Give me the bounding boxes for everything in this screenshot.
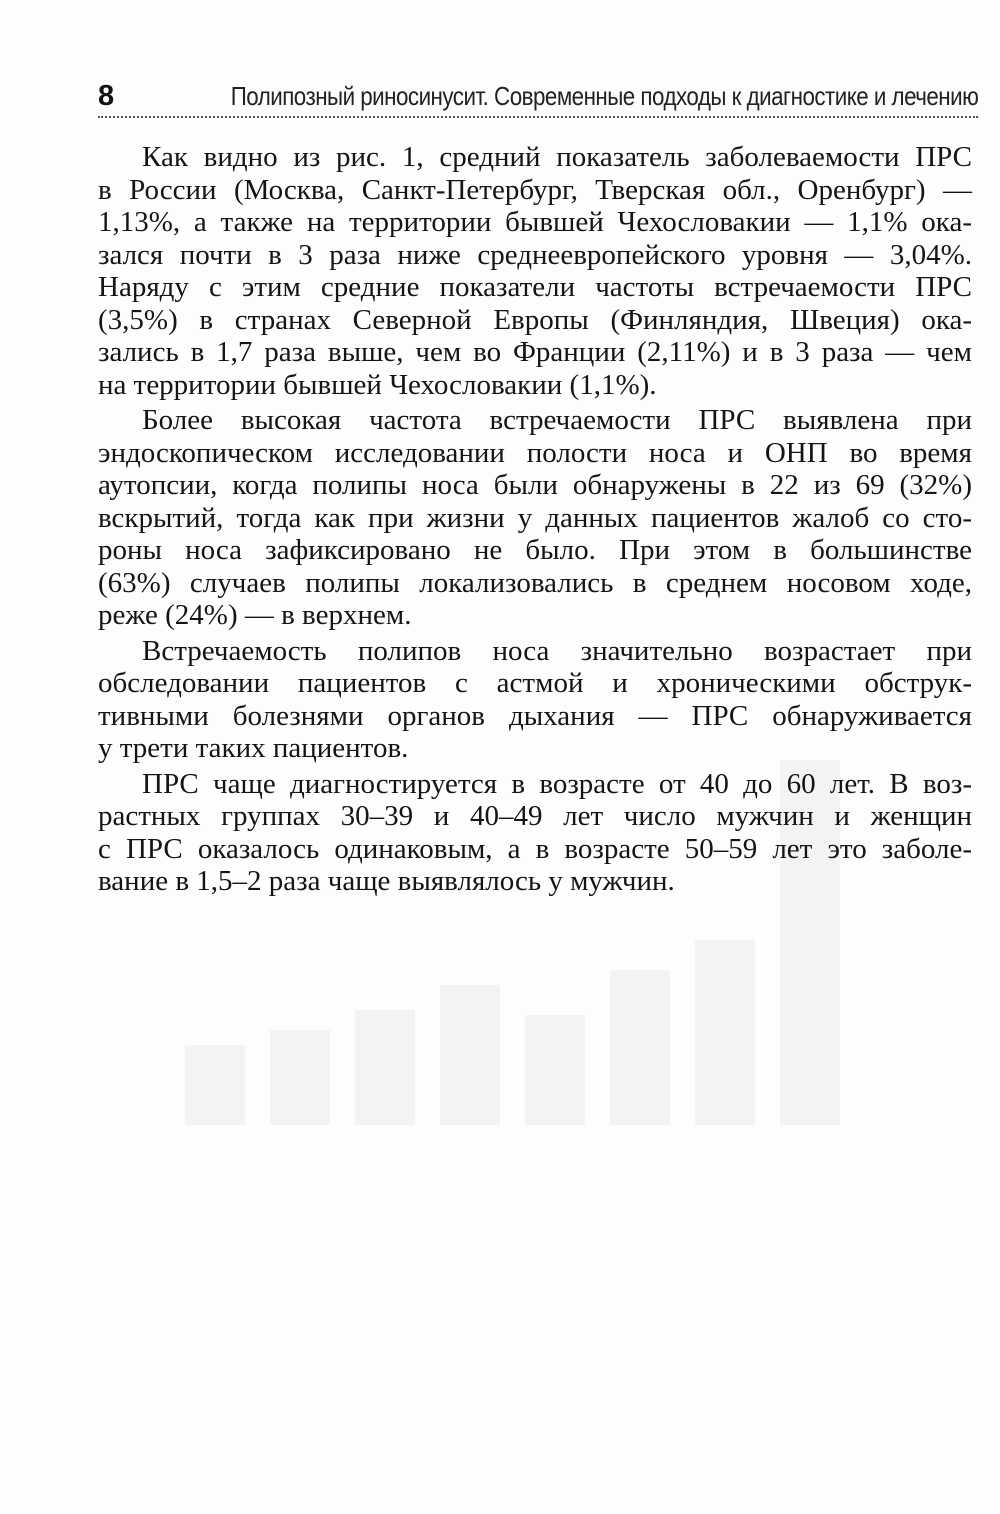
body-text — [98, 141, 972, 901]
text-line: зался почти в 3 раза ниже среднеевропейского уровня — 3,04%. — [98, 238, 972, 271]
text-line: Встречаемость полипов носа значительно возрастает при — [142, 634, 972, 667]
text-line: (3,5%) в странах Северной Европы (Финляндия, Швеция) ока- — [98, 303, 972, 336]
header-dotted-rule — [98, 116, 978, 118]
text-line: вскрытий, тогда как при жизни у данных пациентов жалоб со сто- — [98, 501, 972, 534]
page-number: 8 — [98, 80, 115, 112]
paragraph-asthma — [98, 635, 972, 765]
text-line: ПРС чаще диагностируется в возрасте от 40 до 60 лет. В воз- — [142, 767, 972, 800]
text-line: на территории бывшей Чехословакии (1,1%). — [98, 368, 657, 401]
page-header — [98, 76, 978, 120]
text-line: эндоскопическом исследовании полости носа и ОНП во время — [98, 436, 972, 469]
text-line: роны носа зафиксировано не было. При этом в большинстве — [98, 534, 972, 566]
text-line: Наряду с этим средние показатели частоты встречаемости ПРС — [98, 271, 972, 303]
text-line: (63%) случаев полипы локализовались в среднем носовом ходе, — [98, 566, 972, 599]
text-line: обследовании пациентов с астмой и хроническими обструк- — [98, 667, 972, 699]
text-line: тивными болезнями органов дыхания — ПРС обнаруживается — [98, 699, 972, 732]
text-line: растных группах 30–39 и 40–49 лет число мужчин и женщин — [98, 800, 972, 832]
paragraph-age-groups — [98, 768, 972, 898]
text-line: аутопсии, когда полипы носа были обнаружены в 22 из 69 (32%) — [98, 469, 972, 501]
text-line: Как видно из рис. 1, средний показатель заболеваемости ПРС — [142, 141, 972, 173]
text-line: вание в 1,5–2 раза чаще выявлялось у мужчин. — [98, 865, 675, 897]
text-line: с ПРС оказалось одинаковым, а в возрасте 50–59 лет это заболе- — [98, 832, 972, 865]
running-title: Полипозный риносинусит. Современные подходы к диагностике и лечению — [230, 81, 978, 111]
text-line: в России (Москва, Санкт-Петербург, Тверская обл., Оренбург) — — [98, 173, 972, 206]
paragraph-autopsy — [98, 404, 972, 632]
text-line: 1,13%, а также на территории бывшей Чехословакии — 1,1% ока- — [98, 206, 972, 238]
paragraph-incidence-russia — [98, 141, 972, 401]
text-line: у трети таких пациентов. — [98, 732, 409, 764]
text-line: Более высокая частота встречаемости ПРС выявлена при — [142, 404, 972, 436]
text-line: реже (24%) — в верхнем. — [98, 599, 412, 631]
text-line: зались в 1,7 раза выше, чем во Франции (2,11%) и в 3 раза — чем — [98, 336, 972, 368]
